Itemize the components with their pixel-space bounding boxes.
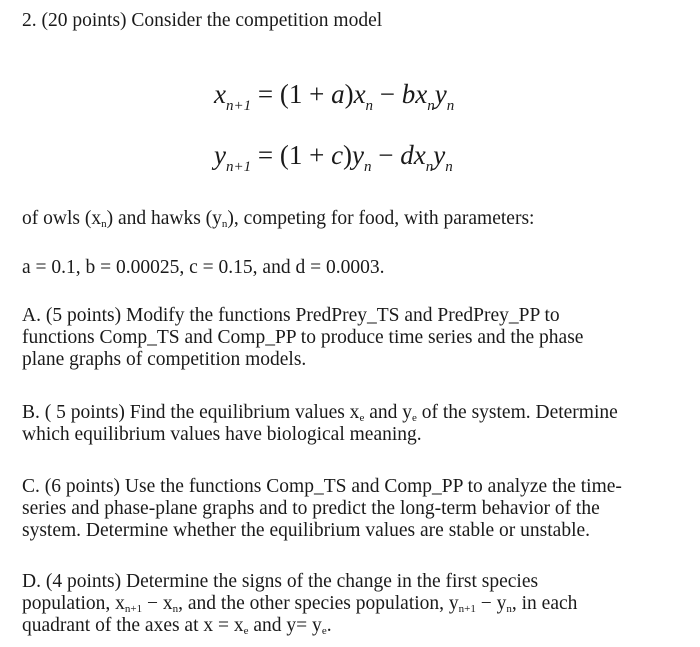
part-b-line: which equilibrium values have biological meaning. [22, 424, 422, 445]
part-c-line: C. (6 points) Use the functions Comp_TS and Comp_PP to analyze the time- [22, 476, 622, 497]
part-d-line: population, $x_{n+1} - x_n$, and the other species population, $y_{n+1} - y_n$, in each [22, 593, 578, 615]
equation-y-update: $y_{n+1} = (1 + c)y_n - dx_ny_n$ [214, 140, 453, 175]
part-d [22, 571, 577, 637]
part-a [22, 305, 583, 371]
problem-heading-text: 2. (20 points) Consider the competition model [22, 10, 383, 31]
part-b-line: B. ( 5 points) Find the equilibrium values $x_e$ and $y_e$ of the system. Determine [22, 402, 618, 424]
problem-heading [22, 10, 382, 32]
part-d-line: quadrant of the axes at $x = x_e$ and $y= y_e$. [22, 615, 332, 637]
intro-text: of owls $(x_n)$ and hawks $(y_n)$, competing for food, with parameters: [22, 208, 535, 230]
part-c-line: system. Determine whether the equilibrium values are stable or unstable. [22, 520, 591, 541]
part-a-line: plane graphs of competition models. [22, 349, 307, 370]
part-d-line: D. (4 points) Determine the signs of the change in the first species [22, 571, 539, 592]
equation-x-update: $x_{n+1} = (1 + a)x_n - bx_ny_n$ [214, 79, 455, 114]
part-c [22, 476, 622, 542]
part-a-line: functions Comp_TS and Comp_PP to produce time series and the phase [22, 327, 584, 348]
part-b [22, 402, 618, 446]
parameter-values: a = 0.1, b = 0.00025, c = 0.15, and d = 0.0003. [22, 257, 385, 278]
part-c-line: series and phase-plane graphs and to predict the long-term behavior of the [22, 498, 600, 519]
part-a-line: A. (5 points) Modify the functions PredPrey_TS and PredPrey_PP to [22, 305, 560, 326]
